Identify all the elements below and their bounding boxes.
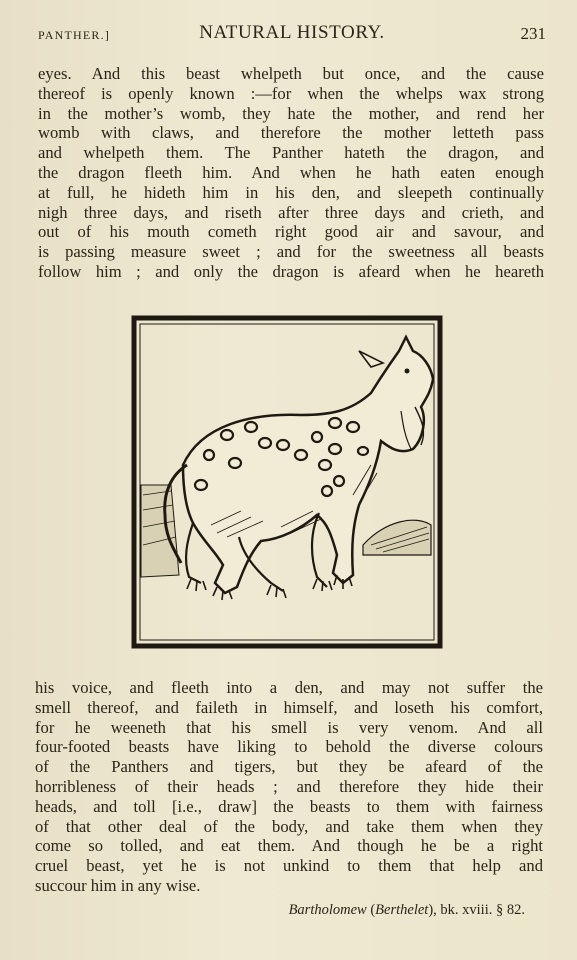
text-line: the dragon fleeth him. And when he hath eaten enough <box>38 162 544 182</box>
text-line: his voice, and fleeth into a den, and may not suffer the <box>35 678 543 697</box>
text-line: smell thereof, and faileth in himself, and loseth his comfort, <box>35 697 543 717</box>
text-line: thereof is openly known :—for when the whelps wax strong <box>38 83 544 103</box>
text-line: in the mother’s womb, they hate the mother, and rend her <box>38 103 544 123</box>
running-header <box>38 22 546 48</box>
text-line: heads, and toll [i.e., draw] the beasts to them with fairness <box>35 796 543 816</box>
text-line: of the Panthers and tigers, but they be afeard of the <box>35 757 543 777</box>
text-line: and whelpeth them. The Panther hateth the dragon, and <box>38 143 544 163</box>
citation-paren-open: ( <box>366 902 376 918</box>
page-number: 231 <box>520 24 546 43</box>
text-line: is passing measure sweet ; and for the sweetness all beasts <box>38 242 544 262</box>
citation <box>255 902 525 919</box>
paragraph-top <box>38 64 544 282</box>
text-line: of that other deal of the body, and take them when they <box>35 816 543 836</box>
citation-author: Bartholomew <box>288 902 367 918</box>
panther-woodcut-illustration <box>131 315 443 649</box>
panther-woodcut-icon <box>131 315 443 649</box>
section-label: PANTHER.] <box>38 28 111 42</box>
citation-translator: Berthelet <box>375 902 429 918</box>
text-line: womb with claws, and therefore the mother letteth pass <box>38 123 544 143</box>
text-line: four-footed beasts have liking to behold the diverse colours <box>35 737 543 757</box>
text-line: out of his mouth cometh right good air and savour, and <box>38 222 544 242</box>
text-line: come so tolled, and eat them. And though he be a right <box>35 836 543 856</box>
text-line: succour him in any wise. <box>35 875 201 895</box>
page-title: NATURAL HISTORY. <box>199 22 385 43</box>
text-line: at full, he hideth him in his den, and sleepeth continually <box>38 182 544 202</box>
text-line: for he weeneth that his smell is very venom. And all <box>35 717 543 737</box>
text-line: nigh three days, and riseth after three days and crieth, and <box>38 202 544 222</box>
paragraph-bottom <box>35 678 543 896</box>
text-line: eyes. And this beast whelpeth but once, and the cause <box>38 64 544 83</box>
citation-reference: ), bk. xviii. § 82. <box>428 902 525 918</box>
text-line: horribleness of their heads ; and therefore they hide their <box>35 776 543 796</box>
text-line: follow him ; and only the dragon is afeard when he heareth <box>38 261 544 281</box>
text-line: cruel beast, yet he is not unkind to them that help and <box>35 856 543 876</box>
